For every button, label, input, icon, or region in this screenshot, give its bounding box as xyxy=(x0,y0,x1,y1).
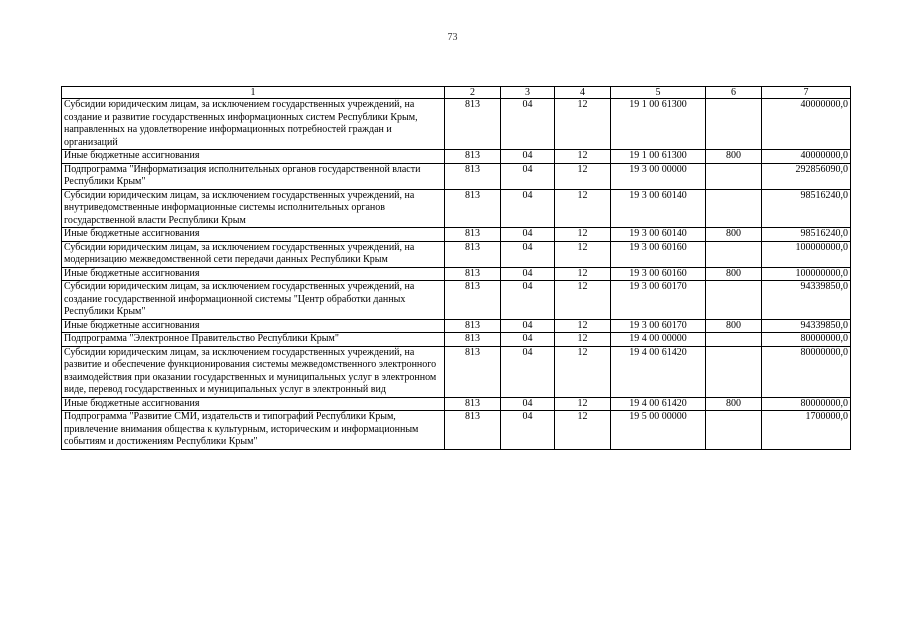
subsection-code: 12 xyxy=(555,346,611,397)
header-cell: 1 xyxy=(62,87,445,99)
header-cell: 2 xyxy=(445,87,501,99)
amount: 292856090,0 xyxy=(762,163,851,189)
ministry-code: 813 xyxy=(445,319,501,333)
subsection-code: 12 xyxy=(555,319,611,333)
target-code: 19 5 00 00000 xyxy=(611,411,706,450)
target-code: 19 1 00 61300 xyxy=(611,150,706,164)
ministry-code: 813 xyxy=(445,189,501,228)
item-name: Иные бюджетные ассигнования xyxy=(62,397,445,411)
target-code: 19 3 00 60160 xyxy=(611,241,706,267)
ministry-code: 813 xyxy=(445,241,501,267)
section-code: 04 xyxy=(501,319,555,333)
expense-type-code xyxy=(706,99,762,150)
subsection-code: 12 xyxy=(555,99,611,150)
header-cell: 7 xyxy=(762,87,851,99)
item-name: Иные бюджетные ассигнования xyxy=(62,267,445,281)
item-name: Субсидии юридическим лицам, за исключением государственных учреждений, на создание и развитие государственных информационных систем Республики Крым, направленных на удовлетворение информационных потребностей граждан и организаций xyxy=(62,99,445,150)
amount: 100000000,0 xyxy=(762,241,851,267)
target-code: 19 3 00 60140 xyxy=(611,189,706,228)
table-row xyxy=(62,189,851,228)
table-row xyxy=(62,228,851,242)
section-code: 04 xyxy=(501,189,555,228)
target-code: 19 3 00 00000 xyxy=(611,163,706,189)
subsection-code: 12 xyxy=(555,189,611,228)
expense-type-code xyxy=(706,346,762,397)
subsection-code: 12 xyxy=(555,411,611,450)
ministry-code: 813 xyxy=(445,411,501,450)
amount: 100000000,0 xyxy=(762,267,851,281)
table-row xyxy=(62,411,851,450)
target-code: 19 3 00 60170 xyxy=(611,319,706,333)
subsection-code: 12 xyxy=(555,150,611,164)
expense-type-code: 800 xyxy=(706,150,762,164)
subsection-code: 12 xyxy=(555,397,611,411)
subsection-code: 12 xyxy=(555,241,611,267)
ministry-code: 813 xyxy=(445,267,501,281)
expense-type-code xyxy=(706,411,762,450)
subsection-code: 12 xyxy=(555,267,611,281)
section-code: 04 xyxy=(501,411,555,450)
table-row xyxy=(62,397,851,411)
target-code: 19 3 00 60140 xyxy=(611,228,706,242)
amount: 80000000,0 xyxy=(762,397,851,411)
table-row xyxy=(62,346,851,397)
table-row xyxy=(62,163,851,189)
target-code: 19 1 00 61300 xyxy=(611,99,706,150)
expense-type-code xyxy=(706,281,762,320)
amount: 1700000,0 xyxy=(762,411,851,450)
ministry-code: 813 xyxy=(445,228,501,242)
amount: 40000000,0 xyxy=(762,99,851,150)
subsection-code: 12 xyxy=(555,333,611,347)
section-code: 04 xyxy=(501,163,555,189)
expense-type-code: 800 xyxy=(706,228,762,242)
amount: 94339850,0 xyxy=(762,281,851,320)
subsection-code: 12 xyxy=(555,281,611,320)
target-code: 19 4 00 61420 xyxy=(611,397,706,411)
table-row xyxy=(62,319,851,333)
expense-type-code xyxy=(706,189,762,228)
amount: 40000000,0 xyxy=(762,150,851,164)
item-name: Иные бюджетные ассигнования xyxy=(62,150,445,164)
target-code: 19 3 00 60170 xyxy=(611,281,706,320)
header-cell: 6 xyxy=(706,87,762,99)
amount: 80000000,0 xyxy=(762,333,851,347)
ministry-code: 813 xyxy=(445,346,501,397)
section-code: 04 xyxy=(501,241,555,267)
section-code: 04 xyxy=(501,281,555,320)
ministry-code: 813 xyxy=(445,281,501,320)
ministry-code: 813 xyxy=(445,163,501,189)
section-code: 04 xyxy=(501,333,555,347)
header-cell: 5 xyxy=(611,87,706,99)
ministry-code: 813 xyxy=(445,397,501,411)
expense-type-code xyxy=(706,163,762,189)
amount: 98516240,0 xyxy=(762,228,851,242)
section-code: 04 xyxy=(501,150,555,164)
section-code: 04 xyxy=(501,346,555,397)
ministry-code: 813 xyxy=(445,99,501,150)
table-row xyxy=(62,267,851,281)
section-code: 04 xyxy=(501,267,555,281)
item-name: Подпрограмма "Развитие СМИ, издательств и типографий Республики Крым, привлечение внимания общества к культурным, историческим и информационным событиям и достижениям Республики Крым" xyxy=(62,411,445,450)
table-row xyxy=(62,333,851,347)
budget-table xyxy=(61,86,851,450)
item-name: Иные бюджетные ассигнования xyxy=(62,228,445,242)
expense-type-code xyxy=(706,333,762,347)
section-code: 04 xyxy=(501,397,555,411)
table-row xyxy=(62,241,851,267)
amount: 94339850,0 xyxy=(762,319,851,333)
target-code: 19 3 00 60160 xyxy=(611,267,706,281)
header-row xyxy=(62,87,851,99)
expense-type-code: 800 xyxy=(706,397,762,411)
section-code: 04 xyxy=(501,228,555,242)
item-name: Субсидии юридическим лицам, за исключением государственных учреждений, на внутриведомственные информационные системы исполнительных органов государственной власти Республики Крым xyxy=(62,189,445,228)
expense-type-code: 800 xyxy=(706,319,762,333)
subsection-code: 12 xyxy=(555,228,611,242)
item-name: Подпрограмма "Информатизация исполнительных органов государственной власти Республики Крым" xyxy=(62,163,445,189)
item-name: Субсидии юридическим лицам, за исключением государственных учреждений, на развитие и обеспечение функционирования системы межведомственного электронного взаимодействия при оказании государственных и муниципальных услуг в электронном виде, перевод государственных и муниципальных услуг в электронный вид xyxy=(62,346,445,397)
subsection-code: 12 xyxy=(555,163,611,189)
table-row xyxy=(62,281,851,320)
item-name: Субсидии юридическим лицам, за исключением государственных учреждений, на создание государственной информационной системы "Центр обработки данных Республики Крым" xyxy=(62,281,445,320)
ministry-code: 813 xyxy=(445,333,501,347)
page-number: 73 xyxy=(447,32,458,43)
table-row xyxy=(62,150,851,164)
target-code: 19 4 00 00000 xyxy=(611,333,706,347)
item-name: Иные бюджетные ассигнования xyxy=(62,319,445,333)
ministry-code: 813 xyxy=(445,150,501,164)
target-code: 19 4 00 61420 xyxy=(611,346,706,397)
amount: 98516240,0 xyxy=(762,189,851,228)
item-name: Субсидии юридическим лицам, за исключением государственных учреждений, на модернизацию межведомственной сети передачи данных Республики Крым xyxy=(62,241,445,267)
header-cell: 4 xyxy=(555,87,611,99)
section-code: 04 xyxy=(501,99,555,150)
expense-type-code xyxy=(706,241,762,267)
item-name: Подпрограмма "Электронное Правительство Республики Крым" xyxy=(62,333,445,347)
amount: 80000000,0 xyxy=(762,346,851,397)
header-cell: 3 xyxy=(501,87,555,99)
expense-type-code: 800 xyxy=(706,267,762,281)
table-row xyxy=(62,99,851,150)
